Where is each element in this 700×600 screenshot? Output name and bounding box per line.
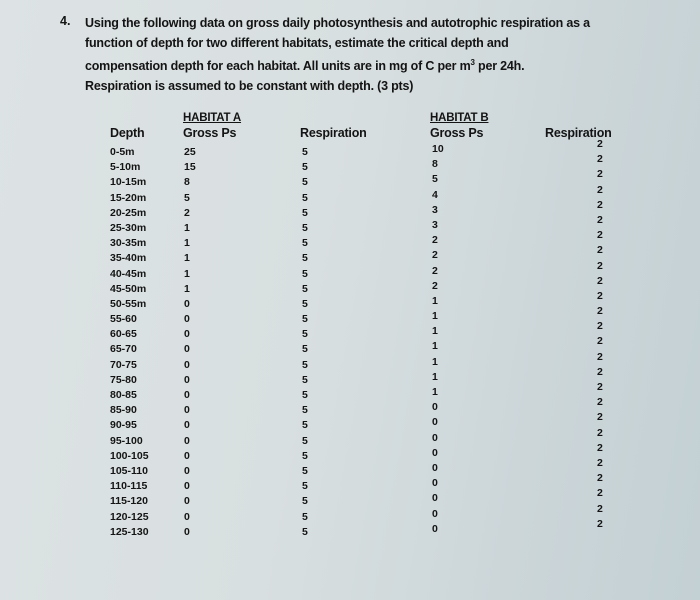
table-cell: 0 — [184, 419, 190, 432]
table-cell: 105-110 — [110, 464, 148, 477]
table-cell: 5 — [302, 252, 308, 265]
table-cell: 5 — [302, 419, 308, 432]
table-cell: 5 — [302, 373, 308, 386]
table-cell: 0 — [184, 464, 190, 477]
table-cell: 60-65 — [110, 328, 137, 341]
table-cell: 95-100 — [110, 434, 143, 447]
table-cell: 0 — [184, 328, 190, 341]
table-cell: 0 — [184, 449, 190, 462]
table-cell: 1 — [432, 310, 438, 323]
table-cell: 5 — [302, 267, 308, 280]
table-cell: 5-10m — [110, 161, 141, 174]
table-cell: 115-120 — [110, 495, 148, 508]
table-cell: 5 — [302, 464, 308, 477]
table-cell: 0 — [432, 416, 438, 429]
table-cell: 1 — [432, 340, 438, 353]
table-cell: 5 — [302, 480, 308, 493]
table-cell: 35-40m — [110, 252, 147, 265]
question-prompt — [85, 13, 665, 96]
table-cell: 0 — [184, 313, 190, 326]
prompt-line-3-tail: per 24h. — [474, 59, 525, 73]
table-cell: 1 — [432, 355, 438, 368]
table-cell: 75-80 — [110, 373, 137, 386]
table-cell: 70-75 — [110, 358, 137, 371]
table-cell: 5 — [302, 146, 308, 158]
table-cell: 5 — [302, 237, 308, 250]
table-cell: 0 — [184, 510, 190, 523]
table-cell: 1 — [184, 237, 190, 250]
table-cell: 5 — [302, 221, 308, 234]
table-cell: 1 — [184, 221, 190, 234]
table-cell: 2 — [597, 517, 603, 530]
prompt-line-3 — [85, 53, 665, 76]
table-cell: 5 — [302, 449, 308, 462]
table-cell: 10-15m — [110, 176, 147, 189]
table-cell: 25 — [184, 146, 196, 158]
table-cell: 2 — [597, 198, 603, 211]
table-cell: 80-85 — [110, 389, 137, 401]
table-cell: 8 — [432, 158, 438, 171]
table-cell: 2 — [597, 335, 603, 348]
table-cell: 2 — [597, 153, 603, 166]
table-cell: 25-30m — [110, 221, 147, 234]
table-cell: 0 — [184, 358, 190, 371]
table-cell: 5 — [302, 404, 308, 417]
table-cell: 2 — [597, 350, 603, 363]
table-cell: 0 — [184, 297, 190, 310]
table-cell: 2 — [597, 456, 603, 469]
table-cell: 0 — [184, 389, 190, 401]
table-cell: 5 — [302, 358, 308, 371]
habitat-b-label: HABITAT B — [430, 112, 489, 124]
table-cell: 0 — [432, 477, 438, 490]
table-cell: 50-55m — [110, 297, 147, 310]
table-cell: 1 — [432, 294, 438, 307]
table-cell: 2 — [432, 234, 438, 247]
header-b-gross-ps: Gross Ps — [430, 126, 484, 140]
table-cell: 90-95 — [110, 419, 137, 432]
table-cell: 0 — [432, 461, 438, 474]
table-cell: 5 — [302, 389, 308, 401]
table-cell: 0 — [184, 525, 190, 538]
table-cell: 10 — [432, 143, 444, 155]
table-cell: 2 — [184, 206, 190, 219]
table-cell: 65-70 — [110, 343, 137, 356]
table-cell: 0 — [432, 446, 438, 459]
table-cell: 0 — [184, 373, 190, 386]
table-cell: 40-45m — [110, 267, 147, 280]
table-cell: 100-105 — [110, 449, 149, 462]
depth-column — [110, 145, 149, 540]
table-cell: 5 — [302, 191, 308, 204]
table-cell: 5 — [302, 176, 308, 189]
table-cell: 1 — [432, 386, 438, 398]
table-cell: 2 — [597, 396, 603, 409]
table-cell: 2 — [597, 138, 603, 150]
header-a-respiration: Respiration — [300, 126, 367, 140]
prompt-line-1: Using the following data on gross daily photosynthesis and autotrophic respiration as a — [85, 16, 590, 30]
table-cell: 8 — [184, 176, 190, 189]
table-cell: 45-50m — [110, 282, 147, 295]
table-cell: 110-115 — [110, 480, 148, 493]
table-cell: 3 — [432, 203, 438, 216]
table-cell: 0 — [184, 480, 190, 493]
table-cell: 1 — [184, 267, 190, 280]
table-cell: 5 — [302, 206, 308, 219]
prompt-line-3-text: compensation depth for each habitat. All units are in mg of C per m — [85, 59, 471, 73]
table-cell: 2 — [597, 441, 603, 454]
table-cell: 5 — [432, 173, 438, 186]
table-cell: 0 — [184, 434, 190, 447]
table-cell: 0-5m — [110, 146, 135, 158]
table-cell: 5 — [302, 510, 308, 523]
table-cell: 5 — [302, 495, 308, 508]
table-cell: 2 — [597, 381, 603, 393]
header-b-respiration: Respiration — [545, 126, 612, 140]
prompt-line-2: function of depth for two different habitats, estimate the critical depth and — [85, 36, 509, 50]
header-a-gross-ps: Gross Ps — [183, 126, 237, 140]
table-cell: 55-60 — [110, 313, 137, 326]
table-cell: 5 — [302, 434, 308, 447]
superscript-3: 3 — [470, 58, 475, 67]
table-cell: 5 — [302, 297, 308, 310]
table-cell: 1 — [184, 282, 190, 295]
table-cell: 15-20m — [110, 191, 147, 204]
table-cell: 1 — [432, 370, 438, 383]
question-number: 4. — [60, 14, 71, 28]
table-cell: 2 — [597, 229, 603, 242]
table-cell: 0 — [432, 431, 438, 444]
table-cell: 2 — [597, 426, 603, 439]
table-cell: 20-25m — [110, 206, 147, 219]
table-cell: 0 — [432, 492, 438, 505]
table-cell: 2 — [597, 274, 603, 287]
table-cell: 2 — [432, 249, 438, 262]
table-cell: 120-125 — [110, 510, 149, 523]
table-cell: 2 — [597, 259, 603, 272]
habitat-a-respiration-column — [302, 145, 308, 540]
table-cell: 0 — [184, 343, 190, 356]
habitat-a-label: HABITAT A — [183, 112, 242, 124]
habitat-b-gross-ps-column — [432, 142, 444, 537]
prompt-line-4: Respiration is assumed to be constant with depth. (3 pts) — [85, 79, 414, 93]
table-cell: 4 — [432, 188, 438, 201]
table-cell: 30-35m — [110, 237, 147, 250]
table-cell: 2 — [597, 502, 603, 515]
table-cell: 2 — [597, 487, 603, 500]
table-cell: 5 — [302, 328, 308, 341]
table-cell: 2 — [432, 279, 438, 292]
table-cell: 2 — [432, 264, 438, 277]
table-cell: 1 — [432, 325, 438, 338]
table-cell: 3 — [432, 218, 438, 231]
table-cell: 15 — [184, 161, 196, 174]
header-depth: Depth — [110, 126, 145, 140]
table-cell: 0 — [432, 401, 438, 414]
table-cell: 5 — [302, 161, 308, 174]
table-cell: 0 — [184, 495, 190, 508]
habitat-b-respiration-column — [597, 137, 603, 532]
table-cell: 2 — [597, 305, 603, 318]
habitat-a-gross-ps-column — [184, 145, 196, 540]
table-cell: 2 — [597, 244, 603, 257]
table-cell: 125-130 — [110, 525, 149, 538]
table-cell: 2 — [597, 472, 603, 485]
table-cell: 5 — [302, 313, 308, 326]
table-cell: 0 — [432, 522, 438, 535]
table-cell: 5 — [302, 282, 308, 295]
table-cell: 2 — [597, 168, 603, 181]
table-cell: 2 — [597, 183, 603, 196]
table-cell: 2 — [597, 213, 603, 226]
table-cell: 0 — [432, 507, 438, 520]
table-cell: 5 — [302, 525, 308, 538]
table-cell: 2 — [597, 289, 603, 302]
table-cell: 2 — [597, 365, 603, 378]
table-cell: 85-90 — [110, 404, 137, 417]
table-cell: 5 — [302, 343, 308, 356]
table-cell: 1 — [184, 252, 190, 265]
table-cell: 2 — [597, 320, 603, 333]
table-cell: 0 — [184, 404, 190, 417]
table-cell: 2 — [597, 411, 603, 424]
table-cell: 5 — [184, 191, 190, 204]
